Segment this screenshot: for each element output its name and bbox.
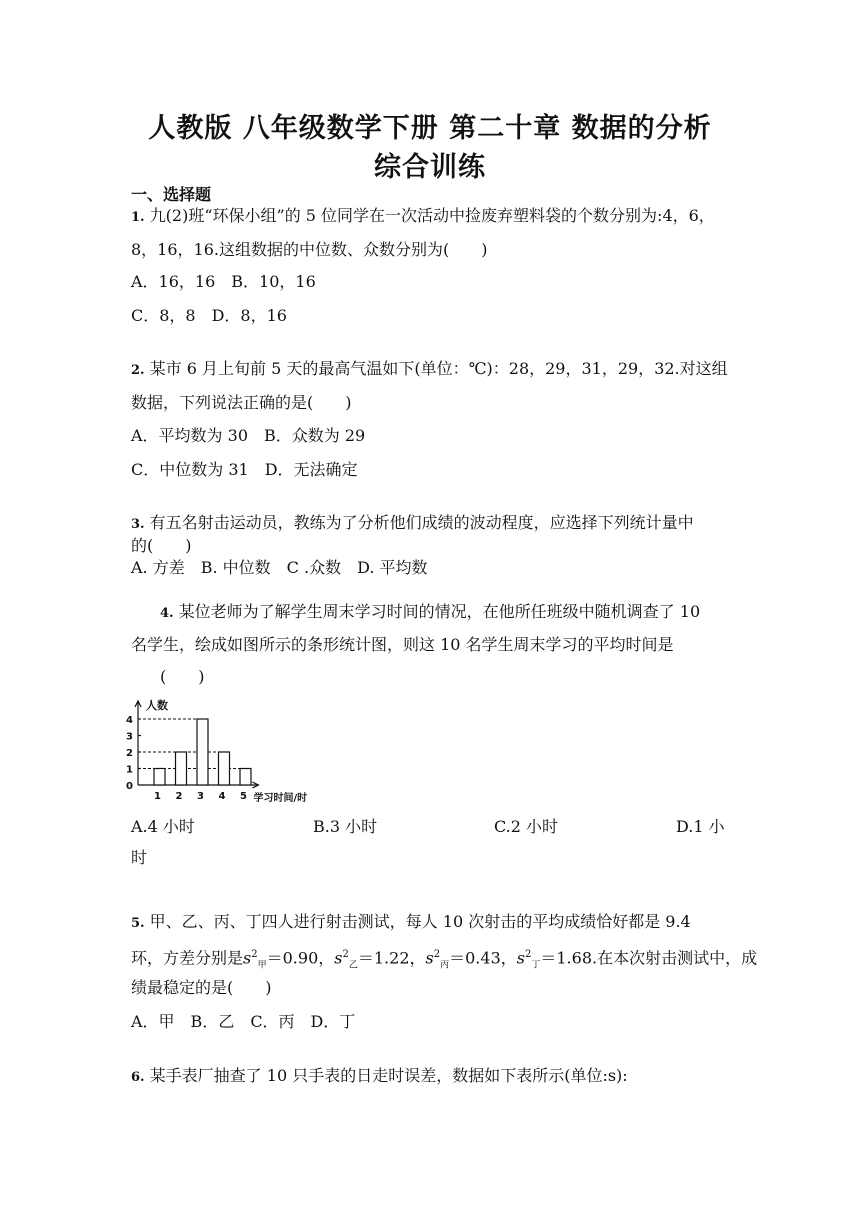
variance-sup-jia: 2 (251, 949, 258, 960)
q4-line1 (160, 602, 700, 624)
variance-symbol-yi: s (334, 948, 343, 968)
y-axis-title: 人数 (146, 699, 168, 712)
variance-symbol-ding: s (516, 948, 525, 968)
q6-text-1: 某手表厂抽查了 10 只手表的日走时误差，数据如下表所示(单位:s): (149, 1066, 628, 1085)
bar-chart (126, 688, 326, 804)
q6-line1 (131, 1066, 628, 1088)
q2-options-cd: C．中位数为 31 D．无法确定 (131, 460, 358, 479)
q5-line1 (131, 912, 691, 934)
q5-options: A．甲 B．乙 C．丙 D．丁 (131, 1012, 356, 1031)
variance-sub-yi: 乙 (348, 960, 358, 971)
q3-options: A. 方差 B. 中位数 C .众数 D. 平均数 (131, 558, 428, 577)
y-tick-label: 4 (126, 715, 133, 726)
q4-option-b: B.3 小时 (313, 817, 378, 836)
bar-2 (176, 752, 187, 785)
variance-sup-ding: 2 (524, 949, 532, 960)
q4-line2: 名学生，绘成如图所示的条形统计图，则这 10 名学生周末学习的平均时间是 (131, 635, 674, 654)
q2-line2: 数据，下列说法正确的是( ) (131, 393, 352, 412)
bar-1 (154, 769, 165, 786)
q4-number: 4. (160, 606, 174, 621)
q2-line1 (131, 359, 728, 381)
y-tick-label: 2 (126, 748, 133, 759)
q1-line2: 8，16，16.这组数据的中位数、众数分别为( ) (131, 240, 488, 259)
q5-number: 5. (131, 916, 145, 931)
q2-text-1: 某市 6 月上旬前 5 天的最高气温如下(单位：℃)：28，29，31，29，32.对这组 (149, 359, 728, 378)
variance-symbol-jia: s (243, 948, 252, 968)
q3-line2: 的( ) (131, 536, 192, 555)
q3-line1 (131, 513, 694, 535)
x-axis-title: 学习时间/时 (253, 793, 308, 804)
q6-number: 6. (131, 1070, 145, 1085)
variance-sup-bing: 2 (433, 949, 441, 960)
y-tick-label: 1 (126, 764, 133, 776)
q4-line3: ( ) (160, 667, 205, 686)
q2-number: 2. (131, 363, 145, 378)
document-title: 人教版 八年级数学下册 第二十章 数据的分析 (148, 113, 712, 144)
q1-options-cd: C．8，8 D．8，16 (131, 306, 287, 325)
variance-value-ding: ＝1.68.在本次射击测试中，成 (540, 948, 758, 968)
bar-5 (240, 769, 251, 786)
section-heading: 一、选择题 (131, 185, 212, 204)
q5-text-1: 甲、乙、丙、丁四人进行射击测试，每人 10 次射击的平均成绩恰好都是 9.4 (149, 912, 691, 931)
q4-option-d-continued: 时 (131, 848, 148, 867)
q1-text-1: 九(2)班“环保小组”的 5 位同学在一次活动中捡废弃塑料袋的个数分别为:4，6， (149, 206, 715, 225)
q1-line1 (131, 206, 715, 228)
variance-sup-yi: 2 (342, 949, 349, 960)
bar-4 (219, 752, 230, 785)
x-tick-label: 1 (154, 791, 161, 802)
q3-number: 3. (131, 517, 145, 532)
x-tick-label: 2 (175, 791, 183, 802)
q5-line2 (131, 945, 757, 976)
variance-sub-bing: 丙 (440, 960, 450, 971)
q4-text-1: 某位老师为了解学生周末学习时间的情况，在他所任班级中随机调查了 10 (178, 602, 701, 621)
y-tick-label: 0 (126, 781, 133, 792)
variance-value-yi: ＝1.22， (357, 948, 426, 968)
q3-text-1: 有五名射击运动员，教练为了分析他们成绩的波动程度，应选择下列统计量中 (149, 513, 694, 532)
document-subtitle: 综合训练 (374, 152, 486, 183)
q5-text-2a: 环，方差分别是 (131, 948, 244, 968)
x-tick-label: 3 (197, 791, 204, 802)
q2-options-ab: A．平均数为 30 B．众数为 29 (131, 426, 366, 445)
variance-value-jia: ＝0.90， (266, 948, 335, 968)
variance-sub-jia: 甲 (257, 960, 267, 971)
bar-3 (197, 719, 208, 785)
variance-value-bing: ＝0.43， (449, 948, 517, 968)
x-tick-label: 4 (218, 791, 226, 802)
q5-line3: 绩最稳定的是( ) (131, 978, 272, 997)
q4-option-c: C.2 小时 (494, 817, 559, 836)
q4-option-d: D.1 小 (676, 817, 725, 836)
q4-option-a: A.4 小时 (131, 817, 195, 836)
variance-symbol-bing: s (425, 948, 434, 968)
variance-sub-ding: 丁 (531, 960, 541, 971)
x-tick-label: 5 (240, 791, 247, 802)
q1-options-ab: A．16，16 B．10，16 (131, 272, 316, 291)
q1-number: 1. (131, 210, 145, 225)
y-tick-label: 3 (126, 731, 133, 743)
